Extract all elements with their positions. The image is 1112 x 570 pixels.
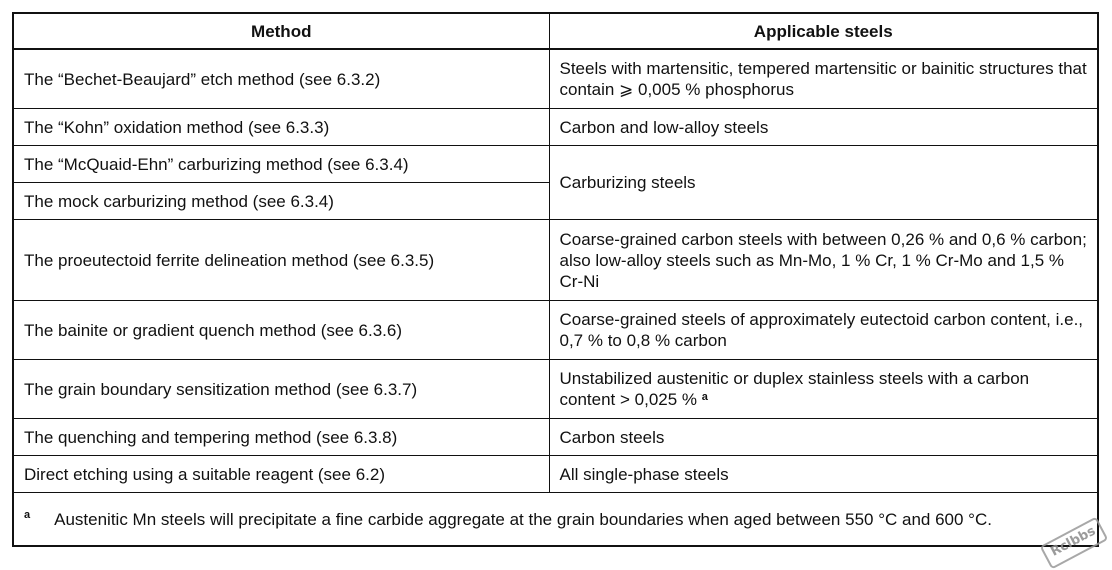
method-cell: The proeutectoid ferrite delineation method (see 6.3.5) [13, 220, 549, 301]
steels-cell: Steels with martensitic, tempered martensitic or bainitic structures that contain ⩾ 0,005 % phosphorus [549, 49, 1098, 109]
method-cell: The quenching and tempering method (see 6.3.8) [13, 419, 549, 456]
method-cell: The “McQuaid-Ehn” carburizing method (see 6.3.4) [13, 146, 549, 183]
method-cell: Direct etching using a suitable reagent (see 6.2) [13, 456, 549, 493]
method-cell: The bainite or gradient quench method (see 6.3.6) [13, 301, 549, 360]
footnote-text: Austenitic Mn steels will precipitate a fine carbide aggregate at the grain boundaries when aged between 550 °C and 600 °C. [54, 509, 992, 529]
steels-cell: All single-phase steels [549, 456, 1098, 493]
steels-cell: Carbon steels [549, 419, 1098, 456]
table-row [13, 146, 1098, 183]
method-cell: The “Bechet-Beaujard” etch method (see 6.3.2) [13, 49, 549, 109]
watermark-stamp: Rclbbs [1040, 516, 1109, 569]
steels-cell: Carburizing steels [549, 146, 1098, 220]
table-row [13, 419, 1098, 456]
footnote-cell [13, 493, 1098, 547]
header-method: Method [13, 13, 549, 49]
table-header-row [13, 13, 1098, 49]
steels-cell: Coarse-grained steels of approximately eutectoid carbon content, i.e., 0,7 % to 0,8 % carbon [549, 301, 1098, 360]
method-cell: The mock carburizing method (see 6.3.4) [13, 183, 549, 220]
footnote-mark: a [24, 508, 31, 521]
method-cell: The grain boundary sensitization method (see 6.3.7) [13, 360, 549, 419]
methods-table [12, 12, 1099, 547]
steels-cell: Carbon and low-alloy steels [549, 109, 1098, 146]
steels-cell: Coarse-grained carbon steels with between 0,26 % and 0,6 % carbon; also low-alloy steels such as Mn-Mo, 1 % Cr, 1 % Cr-Mo and 1,5 % Cr-Ni [549, 220, 1098, 301]
header-applicable-steels: Applicable steels [549, 13, 1098, 49]
steels-text: Unstabilized austenitic or duplex stainless steels with a carbon content > 0,025 % [559, 369, 1030, 409]
footnote-row [13, 493, 1098, 547]
table-row [13, 109, 1098, 146]
footnote-ref: a [701, 391, 708, 403]
table-row [13, 220, 1098, 301]
method-cell: The “Kohn” oxidation method (see 6.3.3) [13, 109, 549, 146]
table-row [13, 456, 1098, 493]
table-row [13, 301, 1098, 360]
table-row [13, 360, 1098, 419]
steels-cell [549, 360, 1098, 419]
table-row [13, 49, 1098, 109]
